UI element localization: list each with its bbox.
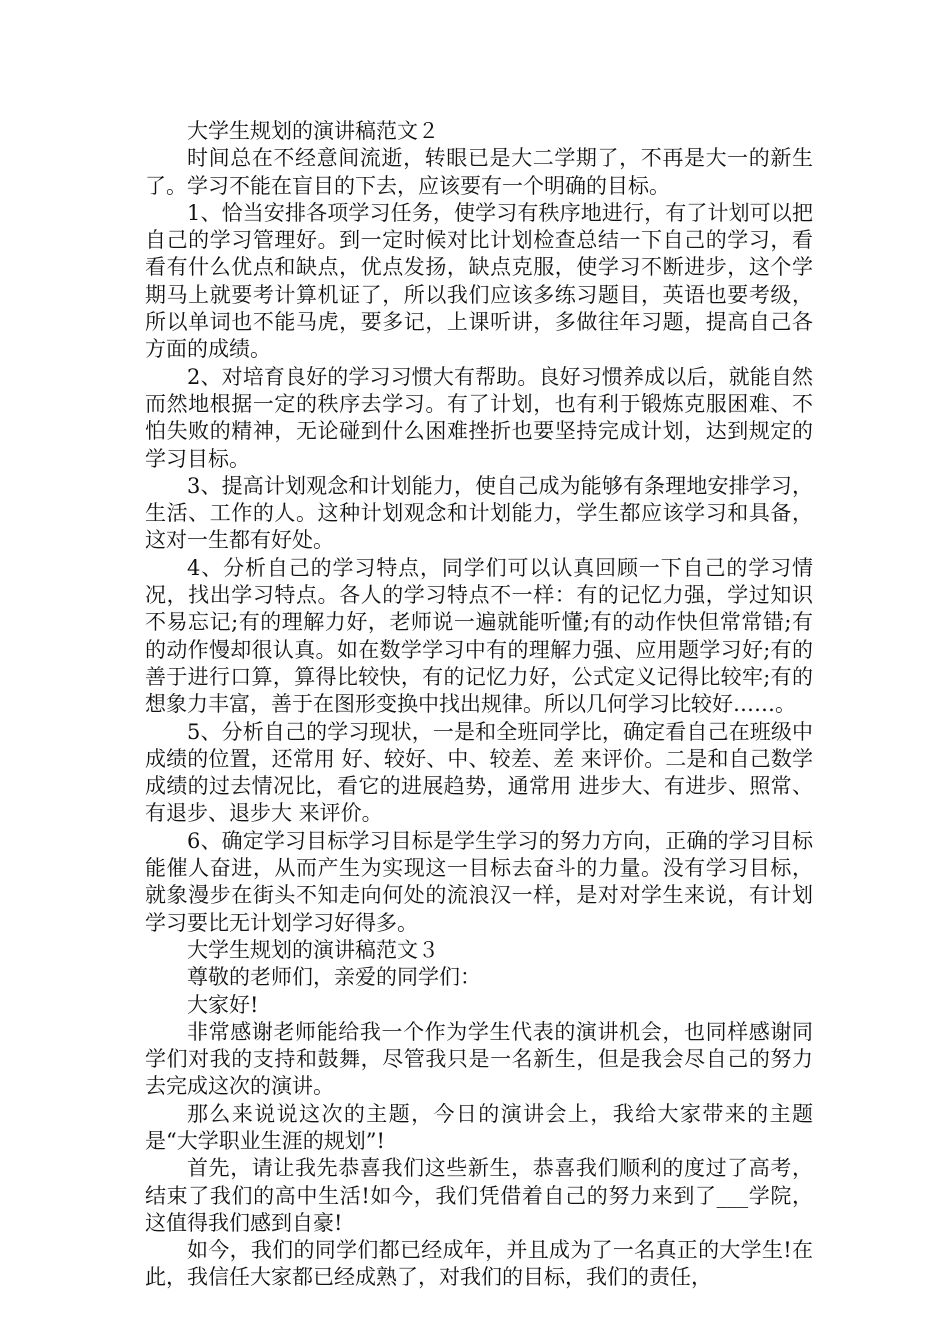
paragraph: 6、确定学习目标学习目标是学生学习的努力方向，正确的学习目标能催人奋进，从而产生为实现这一目标去奋斗的力量。没有学习目标，就象漫步在街头不知走向何处的流浪汉一样，是对对学生来说，有计划学习要比无计划学习好得多。 [145, 828, 813, 935]
paragraph: 1、恰当安排各项学习任务，使学习有秩序地进行，有了计划可以把自己的学习管理好。到一定时候对比计划检查总结一下自己的学习，看看有什么优点和缺点，优点发扬，缺点克服，使学习不断进步，这个学期马上就要考计算机证了，所以我们应该多练习题目，英语也要考级，所以单词也不能马虎，要多记，上课听讲，多做往年习题，提高自己各方面的成绩。 [145, 200, 813, 362]
section-heading: 大学生规划的演讲稿范文３ [187, 937, 439, 962]
document-body [145, 118, 813, 1292]
paragraph: 4、分析自己的学习特点，同学们可以认真回顾一下自己的学习情况，找出学习特点。各人的学习特点不一样：有的记忆力强，学过知识不易忘记;有的理解力好，老师说一遍就能听懂;有的动作快但常常错;有的动作慢却很认真。如在数学学习中有的理解力强、应用题学习好;有的善于进行口算，算得比较快，有的记忆力好，公式定义记得比较牢;有的想象力丰富，善于在图形变换中找出规律。所以几何学习比较好……。 [145, 555, 813, 717]
paragraph: 那么来说说这次的主题，今日的演讲会上，我给大家带来的主题是“大学职业生涯的规划”! [145, 1101, 813, 1153]
section-heading: 大学生规划的演讲稿范文２ [187, 119, 439, 143]
greeting: 大家好! [187, 992, 259, 1017]
paragraph: 3、提高计划观念和计划能力，使自己成为能够有条理地安排学习，生活、工作的人。这种计划观念和计划能力，学生都应该学习和具备，这对一生都有好处。 [145, 473, 813, 553]
paragraph: 2、对培育良好的学习习惯大有帮助。良好习惯养成以后，就能自然而然地根据一定的秩序去学习。有了计划，也有利于锻炼克服困难、不怕失败的精神，无论碰到什么困难挫折也要坚持完成计划，达到规定的学习目标。 [145, 364, 813, 471]
paragraph: 首先，请让我先恭喜我们这些新生，恭喜我们顺利的度过了高考，结束了我们的高中生活!如今，我们凭借着自己的努力来到了___学院，这值得我们感到自豪! [145, 1156, 813, 1235]
salutation: 尊敬的老师们，亲爱的同学们： [187, 965, 481, 990]
paragraph: 如今，我们的同学们都已经成年，并且成为了一名真正的大学生!在此，我信任大家都已经成熟了，对我们的目标，我们的责任， [145, 1238, 813, 1290]
paragraph: 5、分析自己的学习现状，一是和全班同学比，确定看自己在班级中成绩的位置，还常用 好、较好、中、较差、差 来评价。二是和自己数学成绩的过去情况比，看它的进展趋势，通常用 进步大、有进步、照常、有退步、退步大 来评价。 [145, 719, 813, 826]
paragraph: 非常感谢老师能给我一个作为学生代表的演讲机会，也同样感谢同学们对我的支持和鼓舞，尽管我只是一名新生，但是我会尽自己的努力去完成这次的演讲。 [145, 1019, 813, 1099]
paragraph: 时间总在不经意间流逝，转眼已是大二学期了，不再是大一的新生了。学习不能在盲目的下去，应该要有一个明确的目标。 [145, 146, 813, 198]
